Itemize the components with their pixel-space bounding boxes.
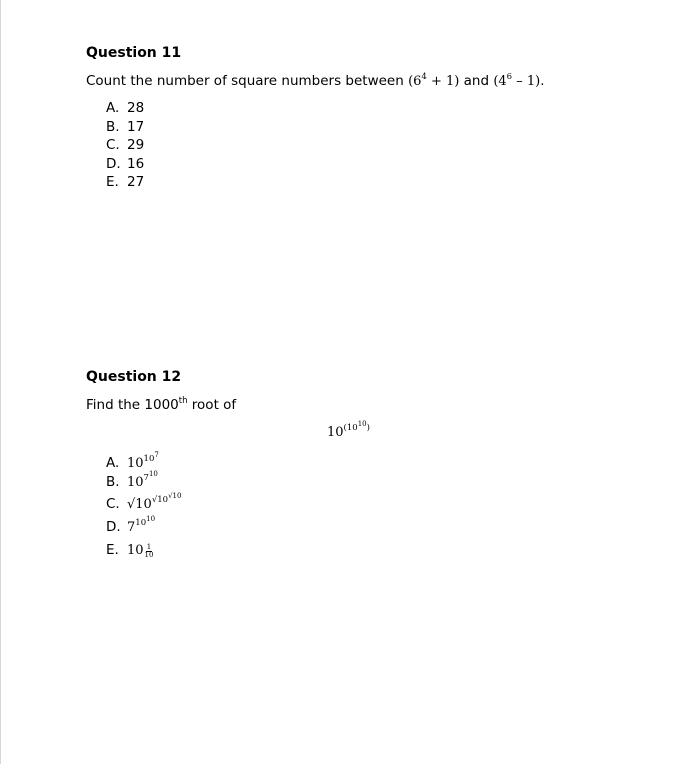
q12-option-d[interactable]: D. $7^{10^{10}}$ <box>106 515 156 535</box>
q11-option-a[interactable]: A. 28 <box>106 100 145 116</box>
q11-expr1: $(6^4 + 1)$ <box>408 72 460 89</box>
q12-option-a[interactable]: A. $10^{10^7}$ <box>106 451 159 471</box>
question-11-text <box>86 72 545 91</box>
q11-expr2: $(4^6 - 1)$ <box>493 72 541 89</box>
q12-option-c[interactable]: C. $√10^{√10^{√10}}$ <box>106 492 182 512</box>
q11-text-before: Count the number of square numbers between <box>86 73 409 89</box>
q11-option-d[interactable]: D. 16 <box>106 155 145 172</box>
q12-expression: $10^{(10^{10})}$ <box>327 420 370 440</box>
question-11-options <box>106 99 144 192</box>
q12-option-e[interactable]: E. 10 $\frac{1}{10}$ <box>106 542 154 559</box>
question-12-title: Question 12 <box>86 369 182 385</box>
q11-text-end: . <box>540 73 545 89</box>
q11-text-and: and <box>459 73 494 89</box>
q11-option-b[interactable]: B. 17 <box>106 118 145 135</box>
question-12-text: Find the 1000th root of <box>86 396 237 413</box>
page-left-edge <box>0 0 1 764</box>
q11-option-c[interactable]: C. 29 <box>106 137 145 153</box>
q12-option-e-fraction: $\frac{1}{10}$ <box>144 543 154 559</box>
question-11-title: Question 11 <box>86 45 182 61</box>
q11-option-e[interactable]: E. 27 <box>106 174 145 190</box>
q12-option-b[interactable]: B. $10^{7^{10}}$ <box>106 470 158 490</box>
